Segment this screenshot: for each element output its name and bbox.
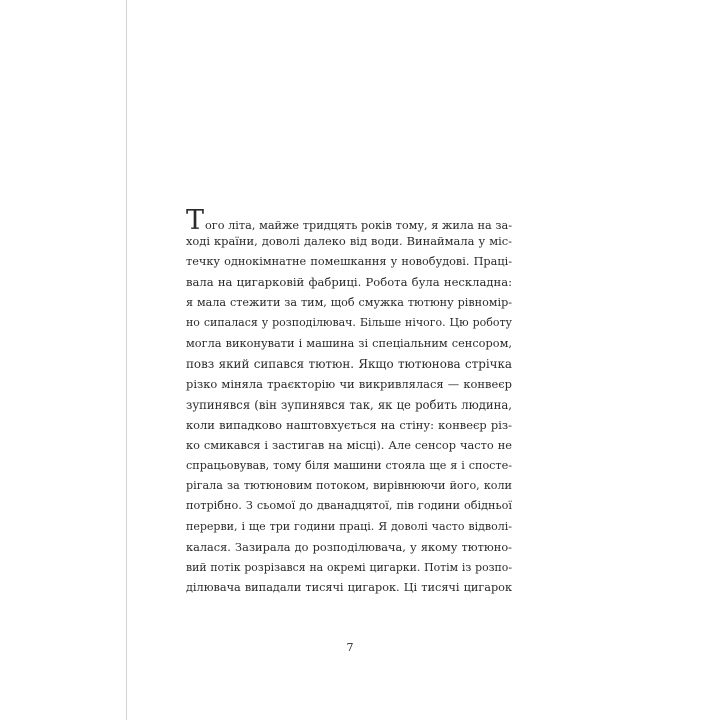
text-line: різко міняла траєкторію чи викривлялася — конвеєр <box>186 377 512 392</box>
page-edge-divider <box>126 0 127 720</box>
text-line: но сипалася у розподілювач. Більше нічого. Цю роботу <box>186 315 512 329</box>
text-line-content: ого літа, майже тридцять років тому, я жила на за- <box>205 219 512 232</box>
text-line <box>186 205 512 236</box>
text-line: потрібно. З сьомої до дванадцятої, пів години обідньої <box>186 499 512 513</box>
text-line: вий потік розрізався на окремі цигарки. Потім із розпо- <box>186 560 512 574</box>
text-line: рігала за тютюновим потоком, вирівнюючи його, коли <box>186 479 512 493</box>
text-line: повз який сипався тютюн. Якщо тютюнова стрічка <box>186 356 512 371</box>
text-line: течку однокімнатне помешкання у новобудові. Праці- <box>186 254 512 268</box>
text-line: коли випадково наштовхується на стіну: конвеєр різ- <box>186 417 512 432</box>
text-line: калася. Зазирала до розподілювача, у якому тютюно- <box>186 540 512 555</box>
text-line: зупинявся (він зупинявся так, як це робить людина, <box>186 397 512 412</box>
text-line: перерви, і ще три години праці. Я доволі часто відволі- <box>186 519 512 533</box>
text-line: ділювача випадали тисячі цигарок. Ці тисячі цигарок <box>186 581 512 595</box>
text-line: вала на цигарковій фабриці. Робота була нескладна: <box>186 275 512 290</box>
text-line: ході країни, доволі далеко від води. Винаймала у міс- <box>186 234 512 249</box>
body-text <box>186 205 512 598</box>
text-line: могла виконувати і машина зі спеціальним сенсором, <box>186 336 512 351</box>
text-line: ко смикався і застигав на місці). Але сенсор часто не <box>186 438 512 453</box>
page-number: 7 <box>346 641 354 654</box>
drop-cap: Т <box>186 205 205 236</box>
text-line: спрацьовував, тому біля машини стояла ще я і спосте- <box>186 458 512 472</box>
text-line: я мала стежити за тим, щоб смужка тютюну рівномір- <box>186 295 512 309</box>
